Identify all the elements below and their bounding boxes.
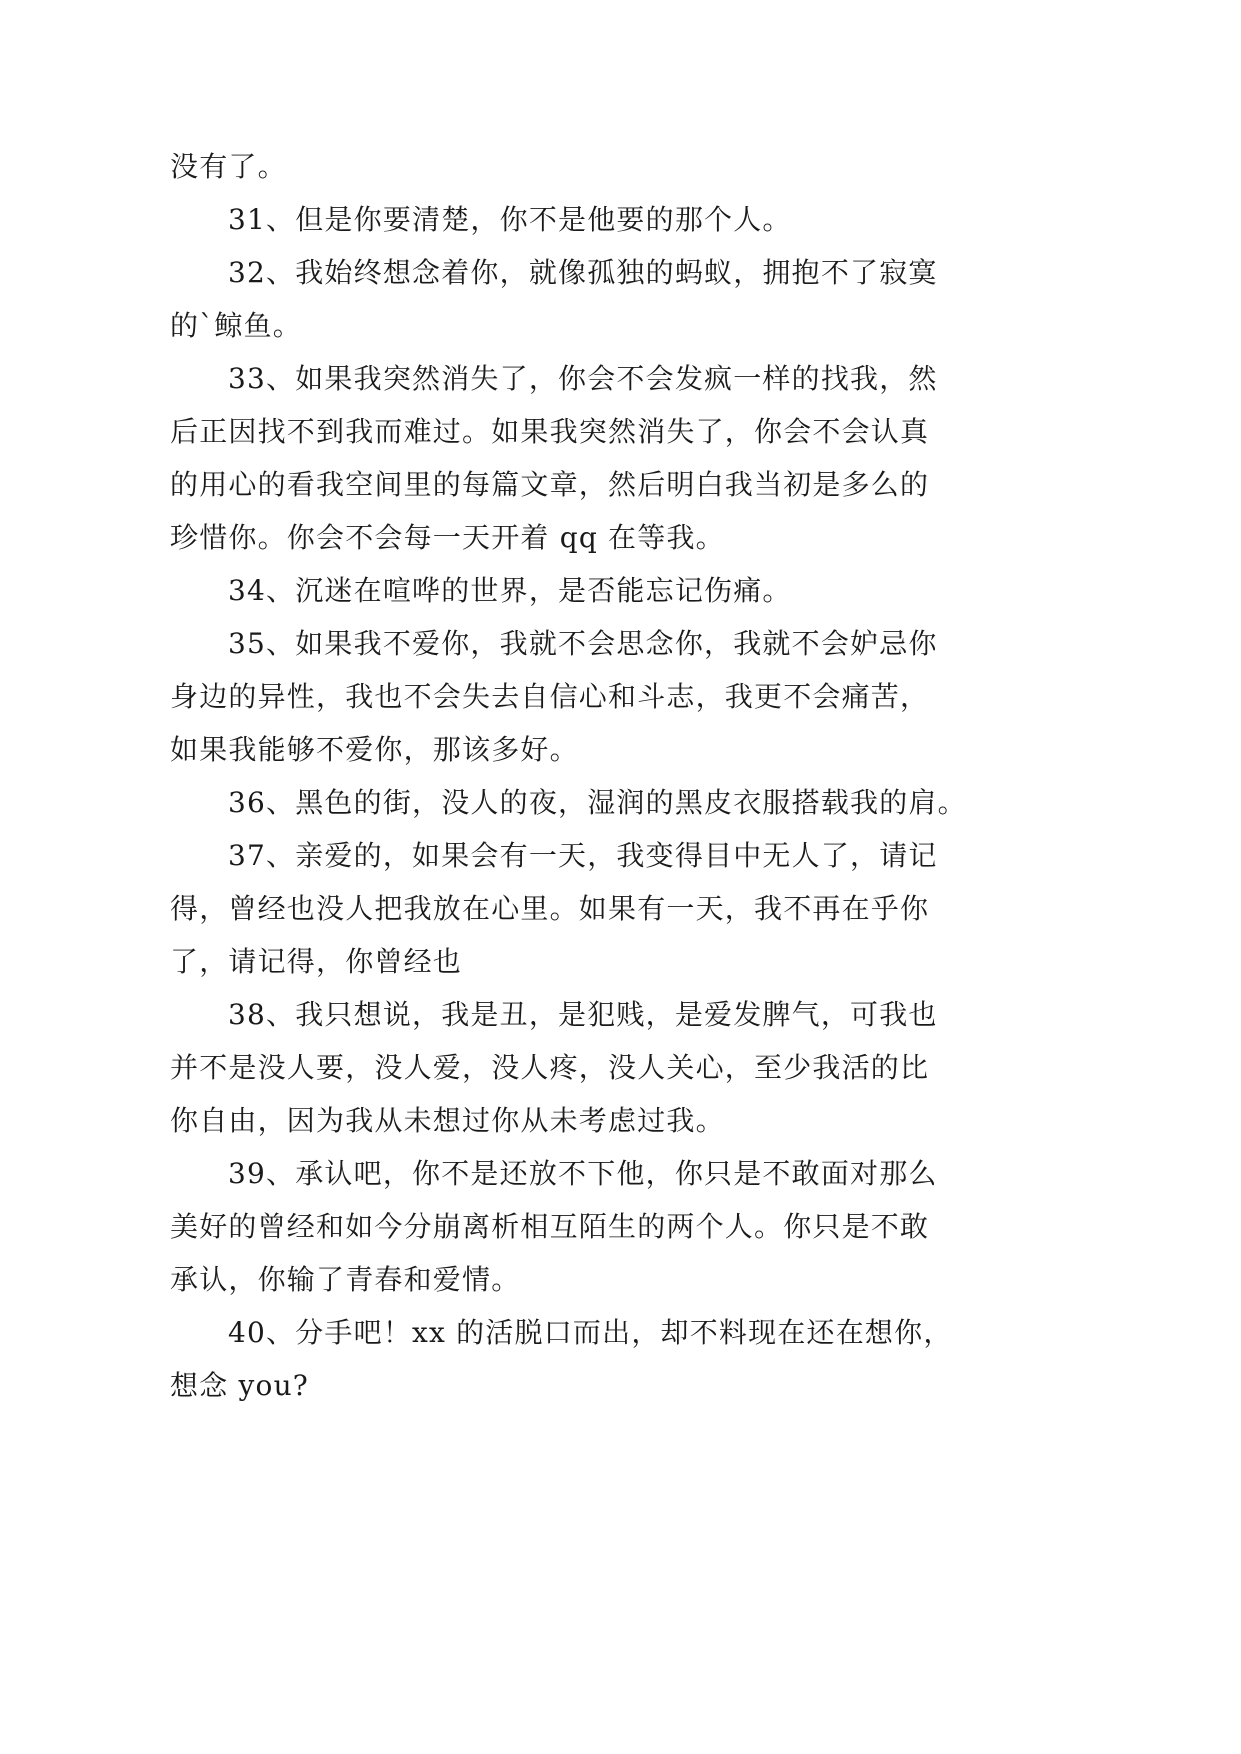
text-line: 想念 you? [170,1369,310,1402]
text-line: 的用心的看我空间里的每篇文章，然后明白我当初是多么的 [170,468,930,501]
text-line: 40、分手吧！xx 的活脱口而出，却不料现在还在想你， [228,1316,953,1349]
text-line: 35、如果我不爱你，我就不会思念你，我就不会妒忌你 [228,627,938,660]
text-line: 并不是没人要，没人爱，没人疼，没人关心，至少我活的比 [170,1051,930,1084]
text-line: 如果我能够不爱你，那该多好。 [170,733,579,766]
text-line: 32、我始终想念着你，就像孤独的蚂蚁，拥抱不了寂寞 [228,256,938,289]
text-line: 34、沉迷在喧哗的世界，是否能忘记伤痛。 [228,574,792,607]
text-line: 后正因找不到我而难过。如果我突然消失了，你会不会认真 [170,415,930,448]
text-line: 38、我只想说，我是丑，是犯贱，是爱发脾气，可我也 [228,998,938,1031]
text-line: 承认，你输了青春和爱情。 [170,1263,521,1296]
text-line: 珍惜你。你会不会每一天开着 qq 在等我。 [170,521,725,554]
text-line: 31、但是你要清楚，你不是他要的那个人。 [228,203,792,236]
text-line: 得，曾经也没人把我放在心里。如果有一天，我不再在乎你 [170,892,930,925]
text-line: 的`鲸鱼。 [170,309,303,342]
text-line: 33、如果我突然消失了，你会不会发疯一样的找我，然 [228,362,938,395]
text-line: 身边的异性，我也不会失去自信心和斗志，我更不会痛苦， [170,680,930,713]
text-line: 了，请记得，你曾经也 [170,945,463,978]
text-line: 39、承认吧，你不是还放不下他，你只是不敢面对那么 [228,1157,938,1190]
text-line: 你自由，因为我从未想过你从未考虑过我。 [170,1104,725,1137]
text-line: 美好的曾经和如今分崩离析相互陌生的两个人。你只是不敢 [170,1210,930,1243]
text-line: 36、黑色的街，没人的夜，湿润的黑皮衣服搭载我的肩。 [228,786,967,819]
text-line: 37、亲爱的，如果会有一天，我变得目中无人了，请记 [228,839,938,872]
text-line: 没有了。 [170,150,287,183]
